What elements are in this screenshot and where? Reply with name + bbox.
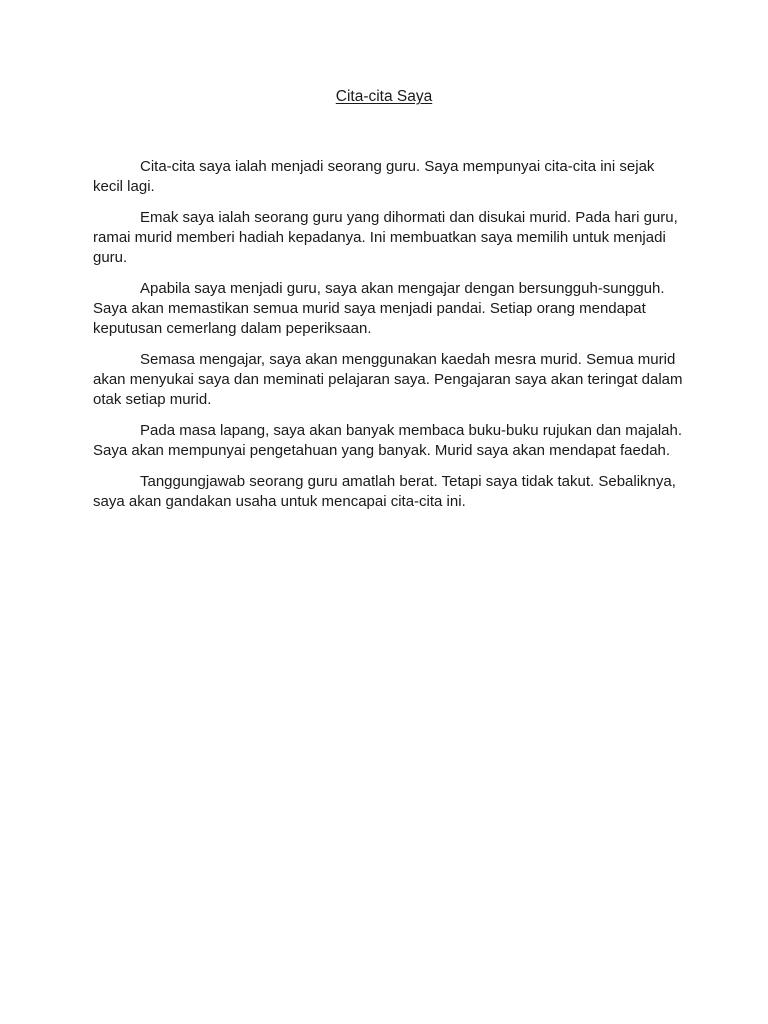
paragraph-2: Emak saya ialah seorang guru yang dihormati dan disukai murid. Pada hari guru, ramai murid memberi hadiah kepadanya. Ini membuatkan saya memilih untuk menjadi guru. (93, 209, 678, 266)
paragraph-4: Semasa mengajar, saya akan menggunakan kaedah mesra murid. Semua murid akan menyukai saya dan meminati pelajaran saya. Pengajaran saya akan teringat dalam otak setiap murid. (93, 351, 683, 408)
document-title: Cita-cita Saya (335, 88, 433, 105)
paragraph-5: Pada masa lapang, saya akan banyak membaca buku-buku rujukan dan majalah. Saya akan mempunyai pengetahuan yang banyak. Murid saya akan mendapat faedah. (93, 422, 683, 459)
document-body (93, 157, 683, 523)
paragraph-1: Cita-cita saya ialah menjadi seorang guru. Saya mempunyai cita-cita ini sejak kecil lagi. (93, 158, 655, 195)
paragraph-3: Apabila saya menjadi guru, saya akan mengajar dengan bersungguh-sungguh. Saya akan memastikan semua murid saya menjadi pandai. Setiap orang mendapat keputusan cemerlang dalam peperiksaan. (93, 280, 665, 337)
paragraph-6: Tanggungjawab seorang guru amatlah berat. Tetapi saya tidak takut. Sebaliknya, saya akan gandakan usaha untuk mencapai cita-cita ini. (93, 473, 676, 510)
